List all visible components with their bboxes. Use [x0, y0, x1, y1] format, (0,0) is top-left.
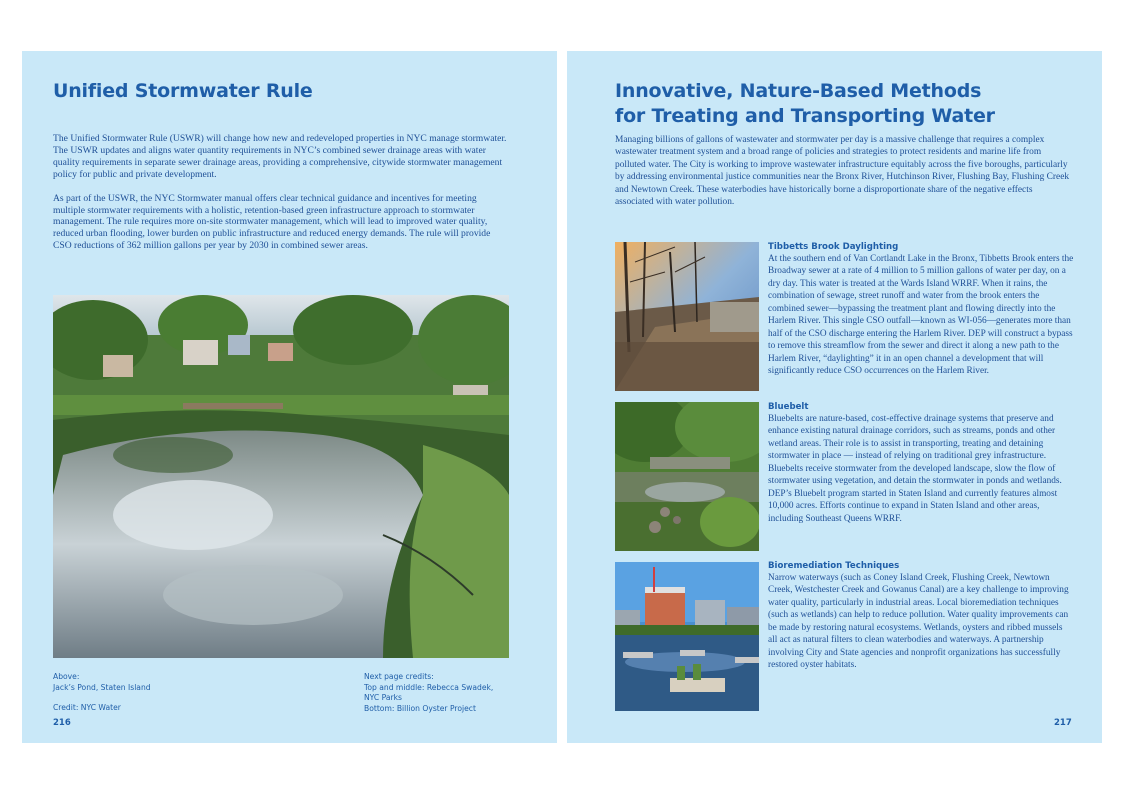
credits-line: NYC Parks	[364, 693, 402, 702]
section-bioremediation	[768, 560, 1074, 672]
right-page	[567, 51, 1102, 743]
photo-credits-next-page	[364, 672, 493, 714]
credits-line: Top and middle: Rebecca Swadek,	[364, 682, 494, 692]
photo-caption-left	[53, 672, 151, 714]
section-title: Bluebelt	[768, 402, 809, 412]
section-bluebelt	[768, 401, 1074, 525]
credits-label: Next page credits:	[364, 672, 434, 681]
tibbetts-brook-photo	[615, 242, 759, 391]
right-intro-text: Managing billions of gallons of wastewater and stormwater per day is a massive challenge that requires a complex wastewater treatment system and a broad range of policies and strategies to protect residents and marine life from polluted water. The City is working to improve wastewater infrastructure equitably across the five boroughs, particularly by addressing environmental justice communities near the Bronx River, Hutchinson River, Flushing Bay, Flushing Creek and Newtown Creek. These waterbodies have historically borne a disproportionate share of the negative effects associated with water pollution.	[615, 135, 1070, 208]
left-body-text	[53, 133, 511, 264]
page-title-right	[615, 79, 995, 129]
section-text: At the southern end of Van Cortlandt Lake in the Bronx, Tibbetts Brook enters the Broadway sewer at a rate of 4 million to 5 million gallons of water per day, on a dry day. This water is treated at the Wards Island WRRF. When it rains, the combination of sewage, street runoff and water from the brook enters the combined sewer—bypassing the treatment plant and flowing directly into the Harlem River. This single CSO outfall—known as WI-056—generates more than half of the CSO discharge entering the Harlem River. DEP will construct a bypass to remove this streamflow from the sewer and direct it along a new path to the Harlem River, “daylighting” it in an open channel a development that will significantly reduce CSO occurrences on the Harlem River.	[768, 254, 1074, 377]
caption-credit: Credit: NYC Water	[53, 703, 121, 712]
section-title: Tibbetts Brook Daylighting	[768, 242, 899, 252]
section-text: Narrow waterways (such as Coney Island Creek, Flushing Creek, Newtown Creek, Westchester Creek and Gowanus Canal) are a key challenge to improving water quality, particularly in industrial areas. Local bioremediation techniques (such as wetlands) can help to reduce pollution. Water quality improvements can be made by restoring natural ecosystems. Wetlands, oysters and ribbed mussels all act as natural filters to clean waterbodies and waterways. A partnership involving City and State agencies and nonprofit organizations has successfully restored oyster habitats.	[768, 573, 1069, 671]
page-title-left: Unified Stormwater Rule	[53, 80, 313, 102]
left-paragraph: The Unified Stormwater Rule (USWR) will change how new and redeveloped properties in NYC manage stormwater. The USWR updates and aligns water quantity requirements in NYC’s combined sewer drainage areas with water quality requirements in separate sewer drainage areas, providing a comprehensive, citywide stormwater management policy for public and private development.	[53, 133, 507, 180]
section-tibbetts-brook	[768, 241, 1074, 378]
left-paragraph: As part of the USWR, the NYC Stormwater manual offers clear technical guidance and incentives for meeting multiple stormwater requirements with a holistic, retention-based green infrastructure approach to stormwater management. The rule requires more on-site stormwater management, which will lead to improved water quality, reduced urban flooding, lower burden on public infrastructure and reduced energy demands. The rule will provide CSO reductions of 362 million gallons per year by 2030 in combined sewer areas.	[53, 192, 491, 252]
title-line: Innovative, Nature-Based Methods	[615, 80, 982, 102]
pond-photo	[53, 295, 509, 658]
page-number-right: 217	[1054, 718, 1072, 728]
bluebelt-photo	[615, 402, 759, 551]
section-text: Bluebelts are nature-based, cost-effective drainage systems that preserve and enhance existing natural drainage corridors, such as streams, ponds and other wetland areas. Their role is to assist in transporting, treating and detaining stormwater in place — instead of relying on traditional grey infrastructure. Bluebelts receive stormwater from the developed landscape, slow the flow of stormwater using vegetation, and detain the stormwater in ponds and wetlands. DEP’s Bluebelt program started in Staten Island and currently features almost 10,000 acres. Efforts continue to expand in Staten Island and other areas, including Southeast Queens WRRF.	[768, 414, 1062, 524]
left-page	[22, 51, 557, 743]
section-title: Bioremediation Techniques	[768, 561, 900, 571]
bioremediation-photo	[615, 562, 759, 711]
caption-label: Above:	[53, 672, 80, 681]
caption-text: Jack’s Pond, Staten Island	[53, 682, 151, 692]
title-line: for Treating and Transporting Water	[615, 105, 995, 127]
page-number-left: 216	[53, 718, 71, 728]
credits-line: Bottom: Billion Oyster Project	[364, 703, 476, 713]
